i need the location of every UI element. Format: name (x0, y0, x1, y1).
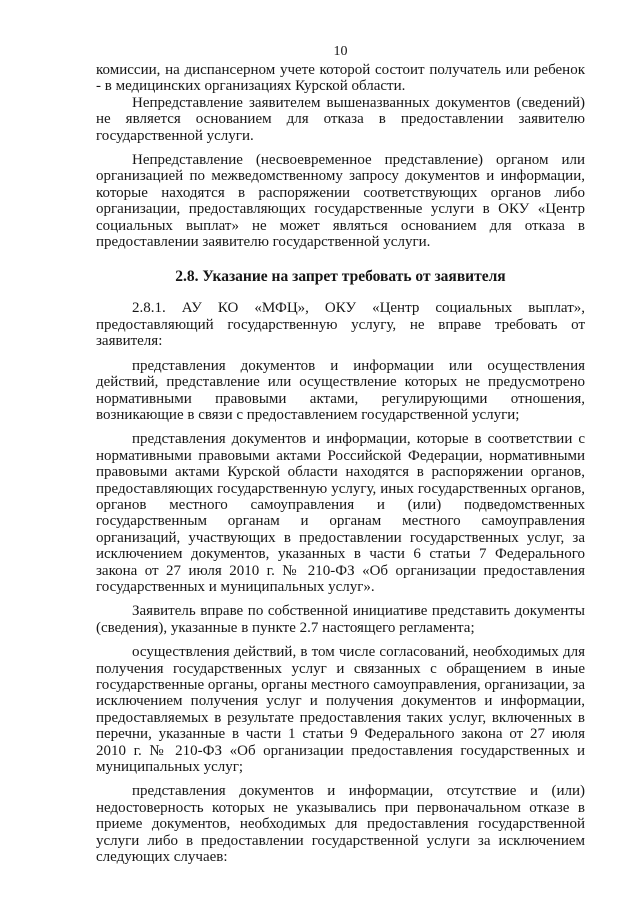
paragraph-item-approvals: осуществления действий, в том числе согласований, необходимых для получения государственных услуг и связанных с обращением в иные государственные органы, органы местного самоуправления, организации, за исключением получения услуг и получения документов и информации, предоставляемых в результате предоставления таких услуг, включенных в перечни, указанные в части 1 статьи 9 Федерального закона от 27 июля 2010 г. № 210-ФЗ «Об организации предоставления государственных и муниципальных услуг; (96, 644, 585, 776)
paragraph-item-actions-not-required: представления документов и информации или осуществления действий, представление или осуществление которых не предусмотрено нормативными правовыми актами, регулирующими отношения, возникающие в связи с предоставлением государственной услуги; (96, 357, 585, 423)
page-number: 10 (333, 44, 348, 59)
section-heading: 2.8. Указание на запрет требовать от заявителя (175, 268, 506, 286)
paragraph-2-8-1: 2.8.1. АУ КО «МФЦ», ОКУ «Центр социальных выплат», предоставляющий государственную услугу, не вправе требовать от заявителя: (96, 300, 585, 350)
paragraph-continuation: комиссии, на диспансерном учете которой состоит получатель или ребенок - в медицинских организациях Курской области. (96, 62, 585, 95)
paragraph-non-submission-organization: Непредставление (несвоевременное представление) органом или организацией по межведомственному запросу документов и информации, которые находятся в распоряжении соответствующих органов либо организации, предоставляющих государственные услуги в ОКУ «Центр социальных выплат» не может являться основанием для отказа в предоставлении заявителю государственной услуги. (96, 152, 585, 251)
paragraph-applicant-initiative: Заявитель вправе по собственной инициативе представить документы (сведения), указанные в пункте 2.7 настоящего регламента; (96, 603, 585, 636)
paragraph-non-submission-applicant: Непредставление заявителем вышеназванных документов (сведений) не является основанием для отказа в предоставлении заявителю государственной услуги. (96, 94, 585, 144)
paragraph-item-refusal-cases: представления документов и информации, отсутствие и (или) недостоверность которых не указывались при первоначальном отказе в приеме документов, необходимых для предоставления государственной услуги либо в предоставлении государственной услуги за исключением следующих случаев: (96, 783, 585, 866)
paragraph-item-documents-in-possession: представления документов и информации, которые в соответствии с нормативными правовыми актами Российской Федерации, нормативными правовыми актами Курской области находятся в распоряжении органов, предоставляющих государственную услугу, иных государственных органов, органов местного самоуправления и (или) подведомственных государственным органам и органам местного самоуправления организаций, участвующих в предоставлении государственных услуг, за исключением документов, указанных в части 6 статьи 7 Федерального закона от 27 июля 2010 г. № 210-ФЗ «Об организации предоставления государственных и муниципальных услуг». (96, 431, 585, 595)
